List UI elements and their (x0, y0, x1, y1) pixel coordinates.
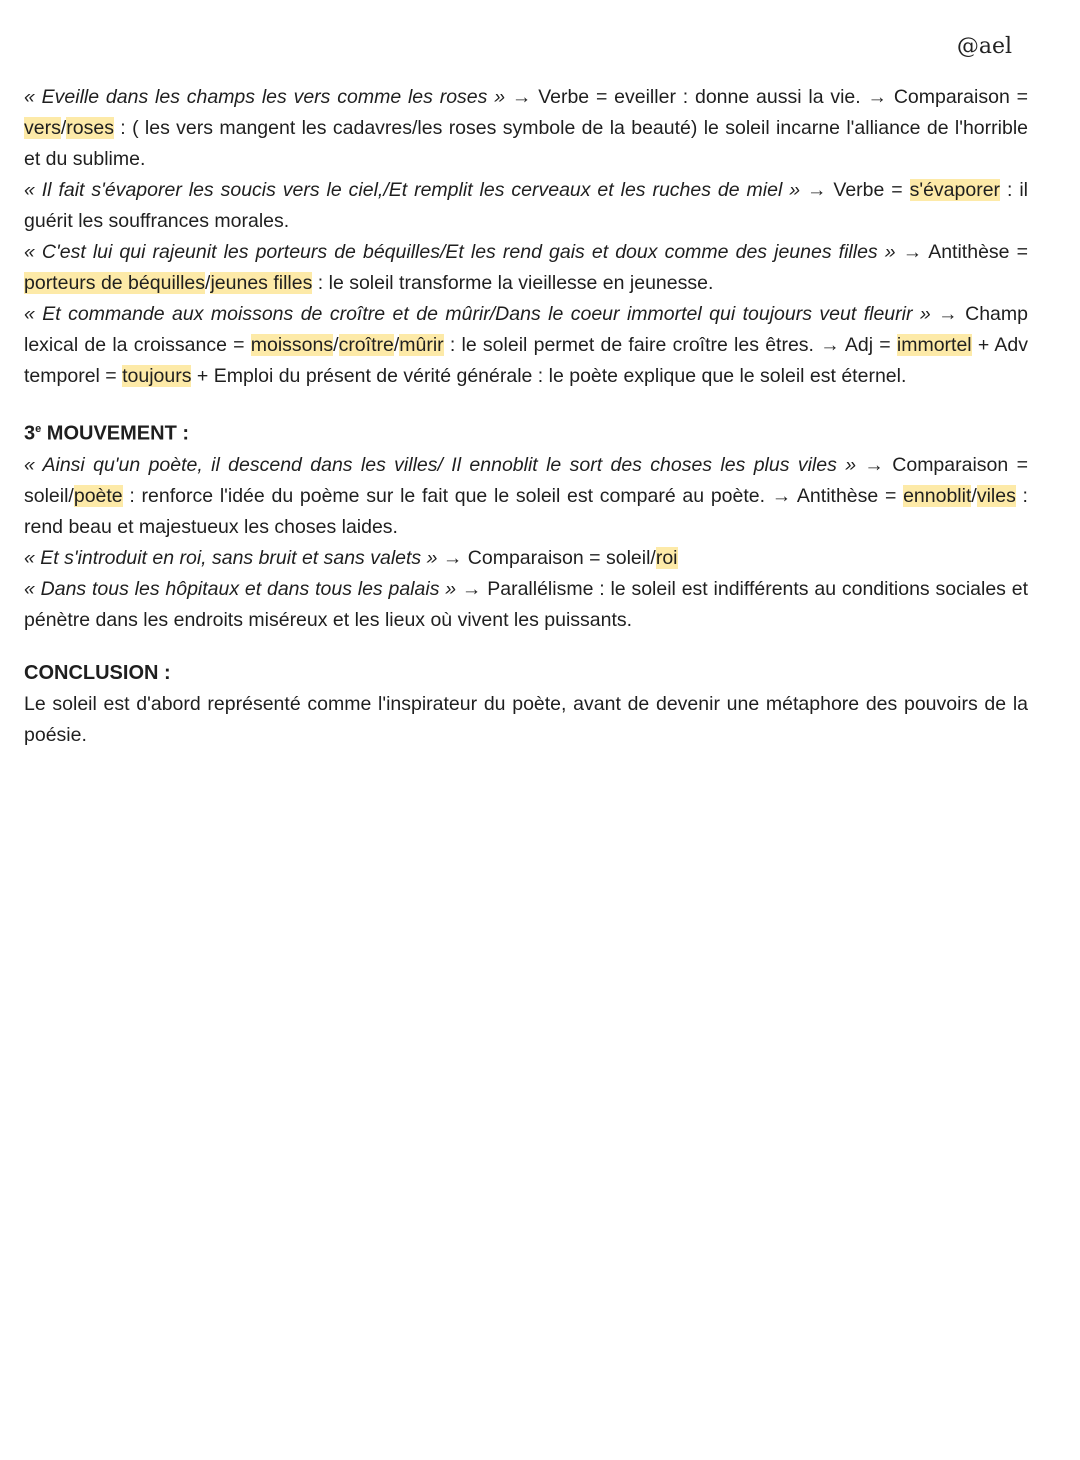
highlighted-word: toujours (122, 365, 192, 387)
analysis-text: → Champ lexical de la croissance = (24, 303, 1028, 356)
analysis-text: : renforce l'idée du poème sur le fait que le soleil est comparé au poète. → Antithèse = (122, 484, 904, 507)
conclusion-paragraph: Le soleil est d'abord représenté comme l'inspirateur du poète, avant de devenir une métaphore des pouvoirs de la poésie. (24, 692, 1028, 746)
highlighted-word: moissons (250, 334, 334, 356)
analysis-text: : rend beau et majestueux les choses laides. (24, 484, 1028, 538)
highlighted-word: immortel (896, 334, 972, 356)
analysis-text: + Emploi du présent de vérité générale : le poète explique que le soleil est éternel. (191, 365, 907, 387)
separator: / (393, 334, 400, 356)
analysis-text: → Verbe = eveiller : donne aussi la vie. → Comparaison = (505, 86, 1028, 108)
highlighted-word: vers (24, 117, 61, 139)
analysis-paragraph-moissons (24, 299, 1028, 392)
analysis-text: → Antithèse = (895, 241, 1028, 263)
separator: / (971, 484, 977, 507)
analysis-text: → Parallélisme : le soleil est indifférents au conditions sociales et pénètre dans les endroits miséreux et les lieux où vivent les puissants. (24, 577, 1028, 631)
analysis-paragraph-eveille (24, 82, 1028, 175)
highlighted-word: mûrir (399, 334, 444, 356)
section-title-mouvement-3 (24, 414, 1028, 450)
section-title-conclusion: CONCLUSION : (24, 661, 171, 684)
author-watermark: @ael (956, 34, 1012, 59)
analysis-text: + Adv temporel = (24, 334, 1028, 387)
highlighted-word: roi (655, 546, 678, 569)
poem-quote: « Il fait s'évaporer les soucis vers le ciel,/Et remplit les cerveaux et les ruches de miel » (24, 179, 801, 201)
section-number-suffix: e (35, 423, 42, 435)
analysis-paragraph-hopitaux (24, 574, 1028, 636)
analysis-text: → Verbe = (800, 179, 910, 201)
poem-quote: « Eveille dans les champs les vers comme les roses » (24, 86, 506, 108)
separator: / (333, 334, 339, 356)
analysis-paragraph-roi (24, 543, 1028, 574)
poem-quote: « Et s'introduit en roi, sans bruit et sans valets » (24, 546, 438, 569)
separator: / (60, 117, 67, 139)
analysis-paragraph-rajeunit (24, 237, 1028, 299)
poem-quote: « C'est lui qui rajeunit les porteurs de béquilles/Et les rend gais et doux comme des jeunes filles » (24, 241, 896, 263)
highlighted-word: viles (976, 484, 1016, 507)
analysis-text: : il guérit les souffrances morales. (24, 179, 1028, 232)
highlighted-word: roses (66, 117, 114, 139)
highlighted-word: ennoblit (903, 484, 972, 507)
highlighted-word: porteurs de béquilles (24, 272, 206, 294)
poem-quote: « Dans tous les hôpitaux et dans tous les palais » (24, 577, 457, 600)
section-title-text: MOUVEMENT : (41, 422, 190, 445)
poem-quote: « Et commande aux moissons de croître et de mûrir/Dans le coeur immortel qui toujours veut fleurir » (24, 303, 931, 325)
separator: / (205, 272, 211, 294)
highlighted-word: poète (73, 484, 123, 507)
poem-quote: « Ainsi qu'un poète, il descend dans les villes/ Il ennoblit le sort des choses les plus viles » (24, 453, 857, 476)
highlighted-word: jeunes filles (210, 272, 313, 294)
highlighted-word: s'évaporer (909, 179, 1001, 201)
analysis-text: : ( les vers mangent les cadavres/les roses symbole de la beauté) le soleil incarne l'alliance de l'horrible et du sublime. (24, 117, 1028, 170)
section-number: 3 (24, 422, 36, 445)
analysis-text: : le soleil transforme la vieillesse en jeunesse. (312, 272, 714, 294)
analysis-text: : le soleil permet de faire croître les êtres. → Adj = (443, 334, 897, 356)
analysis-paragraph-poete (24, 450, 1028, 543)
highlighted-word: croître (338, 334, 394, 356)
analysis-text: → Comparaison = soleil/ (437, 546, 656, 569)
analysis-paragraph-evaporer (24, 175, 1028, 237)
analysis-text: → Comparaison = soleil/ (24, 453, 1028, 507)
